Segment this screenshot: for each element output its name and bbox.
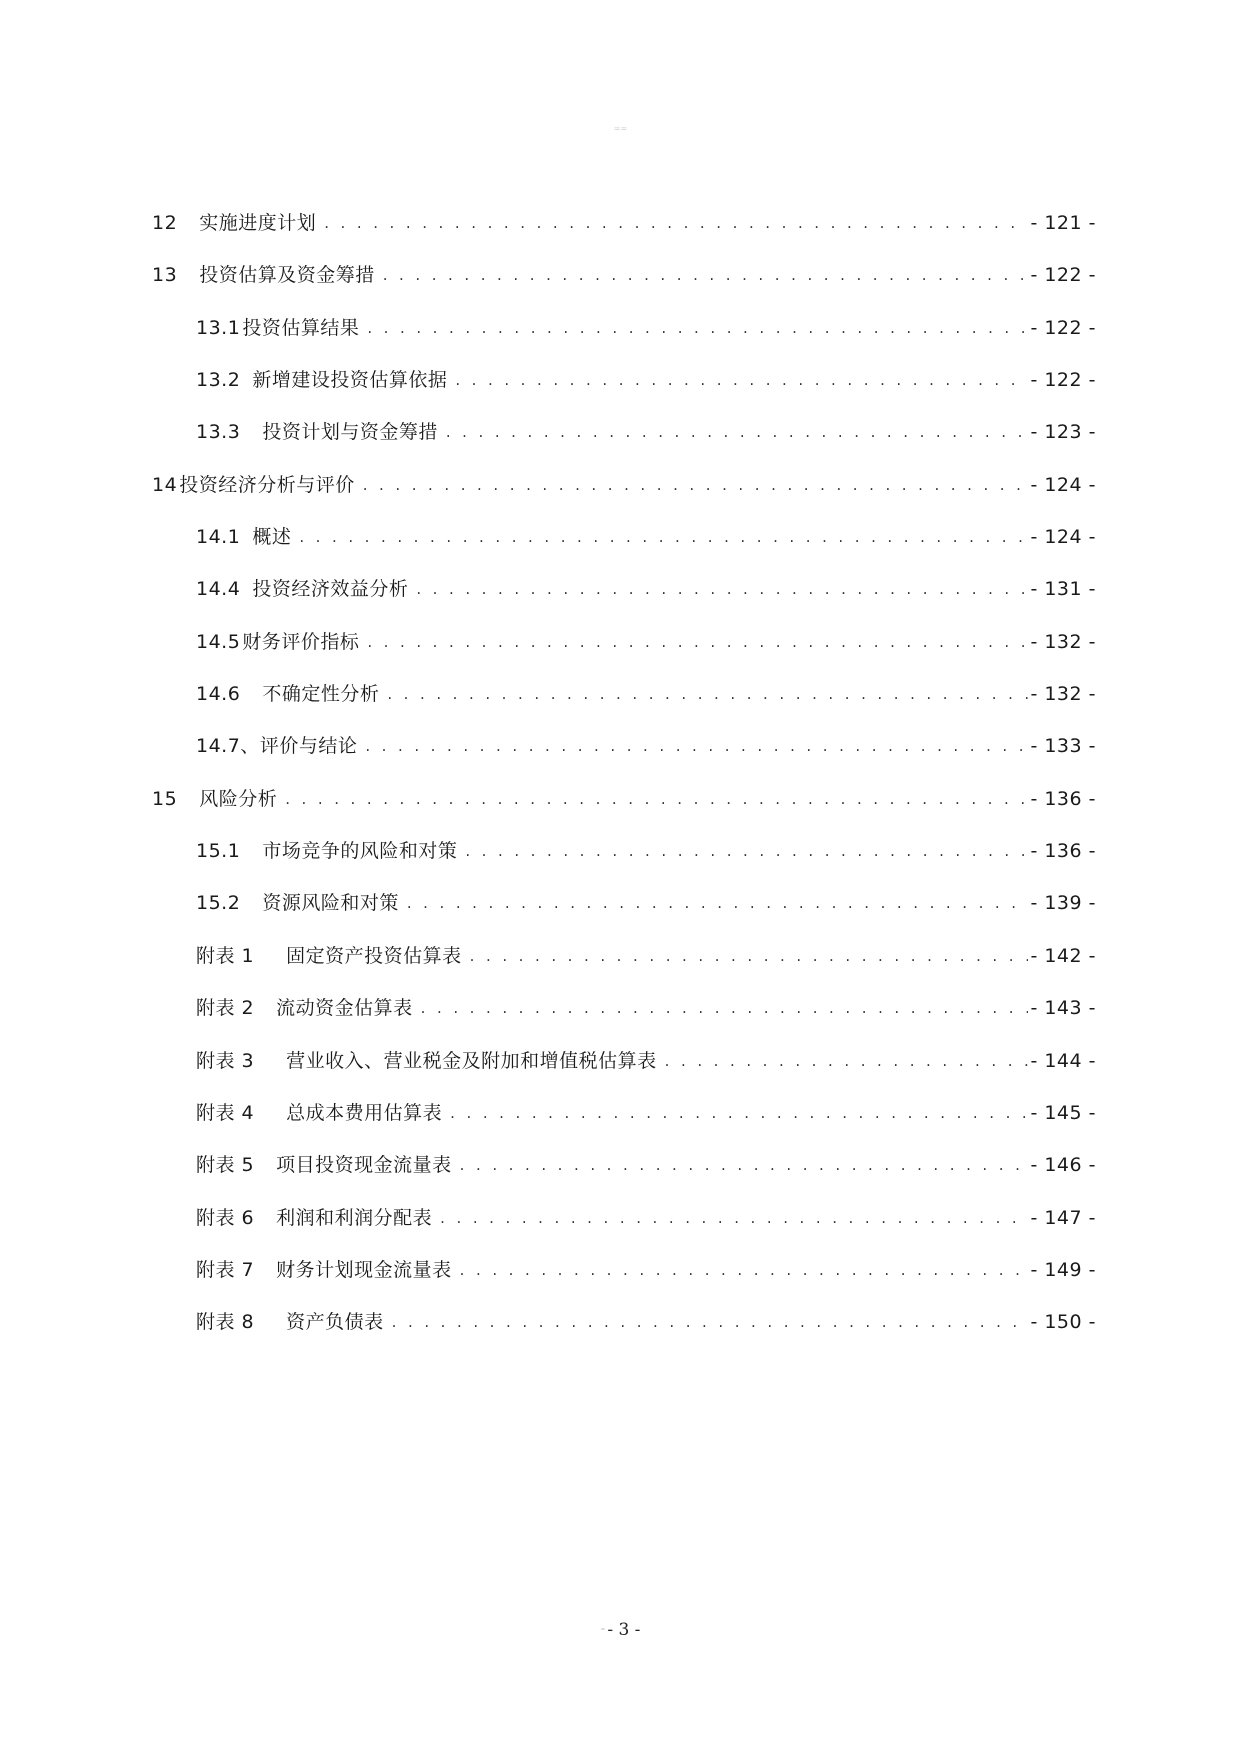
toc-entry[interactable] xyxy=(152,367,1096,419)
toc-entry-page: - 145 - xyxy=(1030,1101,1096,1124)
page-number: - 3 - xyxy=(607,1620,641,1640)
toc-entry-page: - 122 - xyxy=(1030,369,1096,392)
toc-entry-number: 15.2 xyxy=(196,892,241,915)
toc-entry-page: - 121 - xyxy=(1030,212,1096,234)
toc-entry[interactable] xyxy=(152,995,1096,1047)
toc-dot-leader xyxy=(460,1152,1029,1178)
toc-entry-number: 12 xyxy=(152,212,178,234)
toc-entry-title: 固定资产投资估算表 xyxy=(286,944,462,967)
toc-entry[interactable] xyxy=(152,1048,1096,1100)
toc-dot-leader xyxy=(285,786,1028,812)
toc-entry-number: 15.1 xyxy=(196,840,241,863)
toc-entry-page: - 146 - xyxy=(1030,1154,1096,1177)
toc-entry-number: 15 xyxy=(152,787,178,810)
toc-entry-title: 评价与结论 xyxy=(259,735,358,758)
toc-entry-title: 新增建设投资估算依据 xyxy=(252,369,448,392)
toc-dot-leader xyxy=(421,995,1029,1021)
toc-entry-title: 营业收入、营业税金及附加和增值税估算表 xyxy=(286,1049,657,1072)
toc-entry-number: 14.6 xyxy=(196,683,241,706)
toc-entry-number: 14.5 xyxy=(196,630,241,653)
toc-entry-title: 项目投资现金流量表 xyxy=(276,1154,452,1177)
toc-entry[interactable] xyxy=(152,1257,1096,1309)
toc-dot-leader xyxy=(299,524,1028,550)
toc-dot-leader xyxy=(383,262,1029,288)
toc-entry-page: - 124 - xyxy=(1030,526,1096,549)
toc-dot-leader xyxy=(367,629,1028,655)
toc-entry-page: - 124 - xyxy=(1030,473,1096,496)
toc-entry-title: 投资估算及资金筹措 xyxy=(199,264,375,287)
toc-entry-number: 附表 2 xyxy=(196,997,255,1020)
toc-entry-number: 13.2 xyxy=(196,369,241,392)
toc-entry[interactable] xyxy=(152,1152,1096,1204)
toc-entry-number: 附表 8 xyxy=(196,1311,255,1334)
toc-entry[interactable] xyxy=(152,524,1096,576)
table-of-contents xyxy=(152,210,1096,1362)
toc-dot-leader xyxy=(324,210,1028,236)
toc-entry-title: 实施进度计划 xyxy=(199,212,317,234)
toc-entry[interactable] xyxy=(152,1100,1096,1152)
toc-entry-page: - 122 - xyxy=(1030,316,1096,339)
toc-dot-leader xyxy=(465,838,1028,864)
toc-entry-page: - 132 - xyxy=(1030,630,1096,653)
toc-entry-number: 附表 3 xyxy=(196,1049,255,1072)
toc-entry[interactable] xyxy=(152,681,1096,733)
toc-dot-leader xyxy=(416,576,1028,602)
toc-entry-number: 13 xyxy=(152,264,178,287)
toc-entry-title: 投资估算结果 xyxy=(242,316,360,339)
toc-entry-title: 投资经济效益分析 xyxy=(252,578,409,601)
toc-entry-page: - 144 - xyxy=(1030,1049,1096,1072)
toc-entry-page: - 143 - xyxy=(1030,997,1096,1020)
toc-entry-page: - 150 - xyxy=(1030,1311,1096,1334)
toc-entry-number: 14 xyxy=(152,473,178,496)
toc-entry-page: - 123 - xyxy=(1030,421,1096,444)
toc-entry-number: 14.4 xyxy=(196,578,241,601)
toc-dot-leader xyxy=(460,1257,1029,1283)
toc-dot-leader xyxy=(665,1048,1029,1074)
toc-entry[interactable] xyxy=(152,576,1096,628)
toc-entry[interactable] xyxy=(152,890,1096,942)
toc-entry-title: 总成本费用估算表 xyxy=(286,1101,443,1124)
toc-dot-leader xyxy=(446,419,1029,445)
toc-entry-title: 财务评价指标 xyxy=(242,630,360,653)
toc-entry-title: 概述 xyxy=(252,526,292,549)
toc-entry-number: 14.7、 xyxy=(196,735,260,758)
toc-entry[interactable] xyxy=(152,262,1096,314)
toc-entry-number: 14.1 xyxy=(196,526,241,549)
toc-entry-title: 利润和利润分配表 xyxy=(276,1206,433,1229)
toc-entry[interactable] xyxy=(152,629,1096,681)
toc-entry-page: - 147 - xyxy=(1030,1206,1096,1229)
toc-entry[interactable] xyxy=(152,472,1096,524)
toc-dot-leader xyxy=(470,943,1029,969)
toc-dot-leader xyxy=(392,1309,1029,1335)
toc-entry[interactable] xyxy=(152,943,1096,995)
toc-entry-page: - 139 - xyxy=(1030,892,1096,915)
toc-dot-leader xyxy=(440,1205,1028,1231)
toc-entry-title: 投资计划与资金筹措 xyxy=(262,421,438,444)
page-header-mark: == xyxy=(613,124,628,133)
toc-entry-title: 市场竞争的风险和对策 xyxy=(262,840,458,863)
toc-entry-page: - 131 - xyxy=(1030,578,1096,601)
toc-dot-leader xyxy=(455,367,1028,393)
toc-entry-title: 流动资金估算表 xyxy=(276,997,413,1020)
page-footer xyxy=(0,1620,1241,1640)
toc-entry-title: 投资经济分析与评价 xyxy=(179,473,355,496)
toc-entry-number: 附表 5 xyxy=(196,1154,255,1177)
toc-entry-page: - 133 - xyxy=(1030,735,1096,758)
toc-dot-leader xyxy=(407,890,1029,916)
toc-entry-title: 资源风险和对策 xyxy=(262,892,399,915)
toc-entry-title: 资产负债表 xyxy=(286,1311,384,1334)
toc-entry-page: - 132 - xyxy=(1030,683,1096,706)
toc-entry[interactable] xyxy=(152,838,1096,890)
toc-entry-page: - 136 - xyxy=(1030,787,1096,810)
toc-dot-leader xyxy=(365,733,1028,759)
footer-tick-mark: ⁼ xyxy=(600,1625,606,1636)
toc-entry-title: 财务计划现金流量表 xyxy=(276,1258,452,1281)
toc-entry[interactable] xyxy=(152,786,1096,838)
toc-entry[interactable] xyxy=(152,210,1096,262)
toc-dot-leader xyxy=(450,1100,1028,1126)
toc-entry[interactable] xyxy=(152,1309,1096,1361)
toc-entry-number: 13.1 xyxy=(196,316,241,339)
toc-entry[interactable] xyxy=(152,419,1096,471)
toc-entry-page: - 136 - xyxy=(1030,840,1096,863)
toc-dot-leader xyxy=(363,472,1029,498)
toc-entry-number: 附表 6 xyxy=(196,1206,255,1229)
toc-entry-page: - 122 - xyxy=(1030,264,1096,287)
toc-entry[interactable] xyxy=(152,315,1096,367)
toc-entry-page: - 149 - xyxy=(1030,1258,1096,1281)
toc-entry-number: 13.3 xyxy=(196,421,241,444)
toc-entry-number: 附表 7 xyxy=(196,1258,255,1281)
toc-dot-leader xyxy=(367,315,1028,341)
toc-entry-number: 附表 1 xyxy=(196,944,255,967)
toc-entry[interactable] xyxy=(152,1205,1096,1257)
toc-entry-title: 不确定性分析 xyxy=(262,683,380,706)
toc-dot-leader xyxy=(387,681,1028,707)
toc-entry[interactable] xyxy=(152,733,1096,785)
toc-entry-number: 附表 4 xyxy=(196,1101,255,1124)
toc-entry-title: 风险分析 xyxy=(199,787,278,810)
toc-entry-page: - 142 - xyxy=(1030,944,1096,967)
